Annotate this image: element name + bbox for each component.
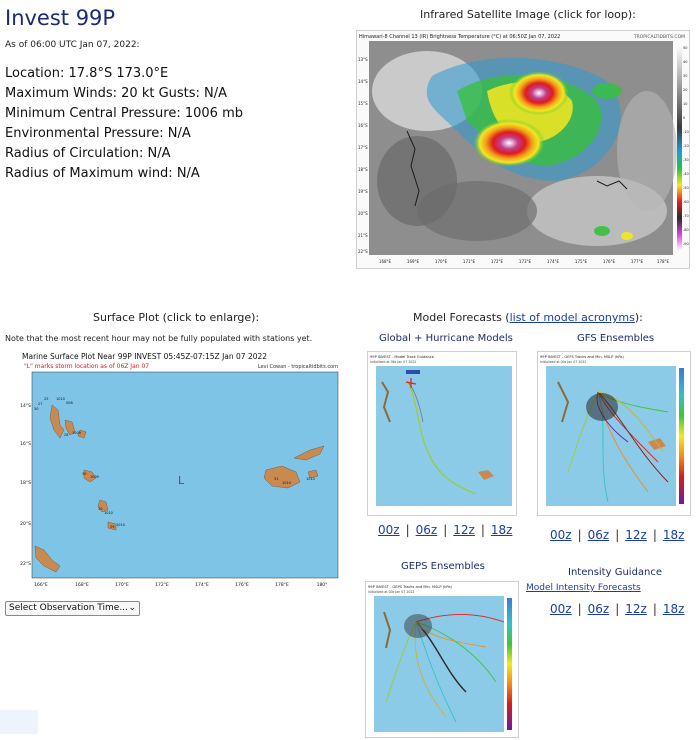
model-forecasts-suffix: ):: [634, 311, 643, 324]
svg-text:1010: 1010: [104, 511, 113, 515]
gfs-image-subtitle: Initialized at 00z Jan 07 2022: [540, 360, 587, 364]
svg-text:-10: -10: [683, 130, 689, 134]
model-forecasts-title: [413, 311, 643, 324]
svg-text:30: 30: [82, 472, 87, 476]
svg-text:30: 30: [98, 507, 103, 511]
global-run-12z[interactable]: 12z: [453, 523, 475, 537]
satellite-image: [357, 31, 689, 268]
svg-text:18°S: 18°S: [20, 481, 31, 486]
svg-text:30: 30: [34, 407, 39, 411]
corner-widget: [0, 710, 38, 734]
model-forecasts-prefix: Model Forecasts (: [413, 311, 510, 324]
svg-text:14°S: 14°S: [358, 79, 368, 84]
global-models-image-link[interactable]: [367, 351, 517, 516]
intensity-run-18z[interactable]: 18z: [662, 602, 685, 616]
svg-text:1009: 1009: [72, 431, 81, 435]
svg-text:178°E: 178°E: [656, 259, 670, 264]
geps-image-title: 99P INVEST - GEPS Tracks and Min. MSLP (hPa): [368, 585, 453, 589]
radius-circulation-line: Radius of Circulation: N/A: [5, 146, 171, 161]
satellite-section-title: Infrared Satellite Image (click for loop):: [420, 8, 636, 21]
svg-text:22°S: 22°S: [358, 249, 368, 254]
gfs-pressure-scale: [679, 368, 684, 504]
surface-plot-link[interactable]: [20, 350, 346, 594]
satellite-caption: Himawari-8 Channel 13 (IR) Brightness Temperature (°C) at 06:50Z Jan 07, 2022: [359, 34, 561, 40]
svg-text:176°E: 176°E: [602, 259, 616, 264]
gfs-run-00z[interactable]: 00z: [550, 528, 572, 542]
geps-image-subtitle: Initialized at 00z Jan 07 2022: [368, 590, 415, 594]
svg-text:175°E: 175°E: [574, 259, 588, 264]
svg-text:1009: 1009: [90, 475, 99, 479]
svg-text:172°E: 172°E: [155, 583, 169, 588]
radius-max-wind-line: Radius of Maximum wind: N/A: [5, 166, 200, 181]
global-run-06z[interactable]: 06z: [415, 523, 438, 537]
svg-text:177°E: 177°E: [630, 259, 644, 264]
gfs-ensembles-runs: 00z | 06z | 12z | 18z: [550, 528, 685, 542]
intensity-forecasts-link[interactable]: Model Intensity Forecasts: [526, 583, 641, 593]
svg-text:-40: -40: [683, 172, 689, 176]
svg-text:170°E: 170°E: [115, 583, 129, 588]
geps-ensembles-image: [366, 582, 518, 737]
surface-lat-labels: [20, 403, 31, 567]
svg-text:16°S: 16°S: [358, 123, 368, 128]
svg-text:15°S: 15°S: [358, 101, 368, 106]
svg-text:10: 10: [683, 102, 688, 106]
svg-text:27: 27: [38, 402, 43, 406]
svg-text:40: 40: [683, 60, 688, 64]
gfs-run-18z[interactable]: 18z: [662, 528, 685, 542]
global-models-image: [368, 352, 516, 515]
env-pressure-line: Environmental Pressure: N/A: [5, 126, 191, 141]
intensity-run-12z[interactable]: 12z: [625, 602, 647, 616]
advisory-time: As of 06:00 UTC Jan 07, 2022:: [5, 40, 140, 50]
svg-text:172°E: 172°E: [490, 259, 504, 264]
global-models-image-subtitle: Initialized at 06z Jan 07 2022: [370, 360, 417, 364]
svg-text:173°E: 173°E: [518, 259, 532, 264]
svg-text:174°E: 174°E: [546, 259, 560, 264]
storm-title: Invest 99P: [5, 6, 116, 30]
svg-text:168°E: 168°E: [378, 259, 392, 264]
svg-text:13°S: 13°S: [358, 57, 368, 62]
observation-time-select[interactable]: [5, 601, 140, 616]
svg-text:1010: 1010: [116, 523, 125, 527]
gfs-ensembles-image: [538, 352, 690, 515]
satellite-color-scale: [677, 45, 682, 251]
svg-text:-20: -20: [683, 144, 689, 148]
svg-text:174°E: 174°E: [195, 583, 209, 588]
svg-text:20: 20: [683, 88, 688, 92]
svg-text:30: 30: [683, 74, 688, 78]
svg-text:171°E: 171°E: [462, 259, 476, 264]
svg-text:17°S: 17°S: [358, 145, 368, 150]
svg-text:21°S: 21°S: [358, 233, 368, 238]
gfs-run-06z[interactable]: 06z: [587, 528, 610, 542]
svg-text:-30: -30: [683, 158, 689, 162]
svg-text:25: 25: [44, 397, 49, 401]
global-models-title: Global + Hurricane Models: [379, 333, 513, 344]
svg-text:29: 29: [110, 525, 115, 529]
svg-text:18°S: 18°S: [358, 167, 368, 172]
intensity-guidance-title: Intensity Guidance: [568, 567, 663, 578]
svg-text:1010: 1010: [282, 481, 291, 485]
surface-lon-labels: [34, 582, 327, 588]
surface-plot-credit: Levi Cowan - tropicaltidbits.com: [257, 364, 338, 370]
surface-plot-title: Marine Surface Plot Near 99P INVEST 05:45Z-07:15Z Jan 07 2022: [22, 352, 268, 361]
chevron-down-icon: ⌄: [128, 603, 136, 613]
intensity-run-06z[interactable]: 06z: [587, 602, 610, 616]
svg-text:20°S: 20°S: [20, 522, 31, 527]
svg-text:1010: 1010: [56, 397, 65, 401]
gfs-ensembles-image-link[interactable]: [537, 351, 691, 516]
svg-text:28: 28: [64, 433, 69, 437]
intensity-runs: 00z | 06z | 12z | 18z: [550, 602, 685, 616]
geps-pressure-scale: [507, 598, 512, 730]
surface-section-title: Surface Plot (click to enlarge):: [93, 311, 260, 324]
svg-text:176°E: 176°E: [235, 583, 249, 588]
svg-text:170°E: 170°E: [434, 259, 448, 264]
max-winds-line: Maximum Winds: 20 kt Gusts: N/A: [5, 86, 228, 101]
model-acronyms-link[interactable]: list of model acronyms: [509, 311, 635, 324]
svg-text:20°S: 20°S: [358, 211, 368, 216]
min-pressure-line: Minimum Central Pressure: 1006 mb: [5, 106, 243, 121]
svg-text:-50: -50: [683, 186, 689, 190]
svg-text:-80: -80: [683, 228, 689, 232]
svg-text:166°E: 166°E: [34, 583, 48, 588]
svg-text:-70: -70: [683, 214, 689, 218]
observation-time-select-label: Select Observation Time...: [9, 603, 128, 613]
svg-text:-60: -60: [683, 200, 689, 204]
satellite-credit: TROPICALTIDBITS.COM: [633, 35, 685, 40]
surface-plot-subtitle: "L" marks storm location as of 06Z Jan 07: [24, 363, 150, 370]
geps-ensembles-image-link[interactable]: [365, 581, 519, 738]
location-line: Location: 17.8°S 173.0°E: [5, 66, 169, 81]
geps-ensembles-title: GEPS Ensembles: [401, 561, 485, 572]
svg-text:22°S: 22°S: [20, 562, 31, 567]
svg-text:178°E: 178°E: [275, 583, 289, 588]
satellite-image-link[interactable]: [356, 30, 690, 269]
global-run-18z[interactable]: 18z: [490, 523, 513, 537]
svg-text:-90: -90: [683, 242, 689, 246]
global-models-image-title: 99P INVEST - Model Track Guidance: [370, 355, 434, 359]
surface-note: Note that the most recent hour may not be fully populated with stations yet.: [5, 334, 313, 343]
svg-text:180°: 180°: [316, 583, 328, 588]
satellite-ir-field: [369, 41, 677, 255]
gfs-ensembles-title: GFS Ensembles: [577, 333, 655, 344]
svg-text:1010: 1010: [306, 477, 315, 481]
svg-text:168°E: 168°E: [75, 583, 89, 588]
gfs-run-12z[interactable]: 12z: [625, 528, 647, 542]
svg-text:008: 008: [66, 401, 73, 405]
svg-text:19°S: 19°S: [358, 189, 368, 194]
svg-text:14°S: 14°S: [20, 404, 31, 409]
gfs-image-title: 99P INVEST - GEFS Tracks and Min. MSLP (hPa): [540, 355, 624, 359]
intensity-run-00z[interactable]: 00z: [550, 602, 572, 616]
svg-text:169°E: 169°E: [406, 259, 420, 264]
svg-text:31: 31: [274, 477, 279, 481]
global-models-runs: 00z | 06z | 12z | 18z: [378, 523, 513, 537]
storm-location-marker: L: [178, 474, 185, 487]
svg-text:0: 0: [683, 116, 686, 120]
global-run-00z[interactable]: 00z: [378, 523, 400, 537]
svg-text:50: 50: [683, 46, 688, 50]
svg-text:16°S: 16°S: [20, 442, 31, 447]
surface-plot-image: [20, 350, 346, 594]
